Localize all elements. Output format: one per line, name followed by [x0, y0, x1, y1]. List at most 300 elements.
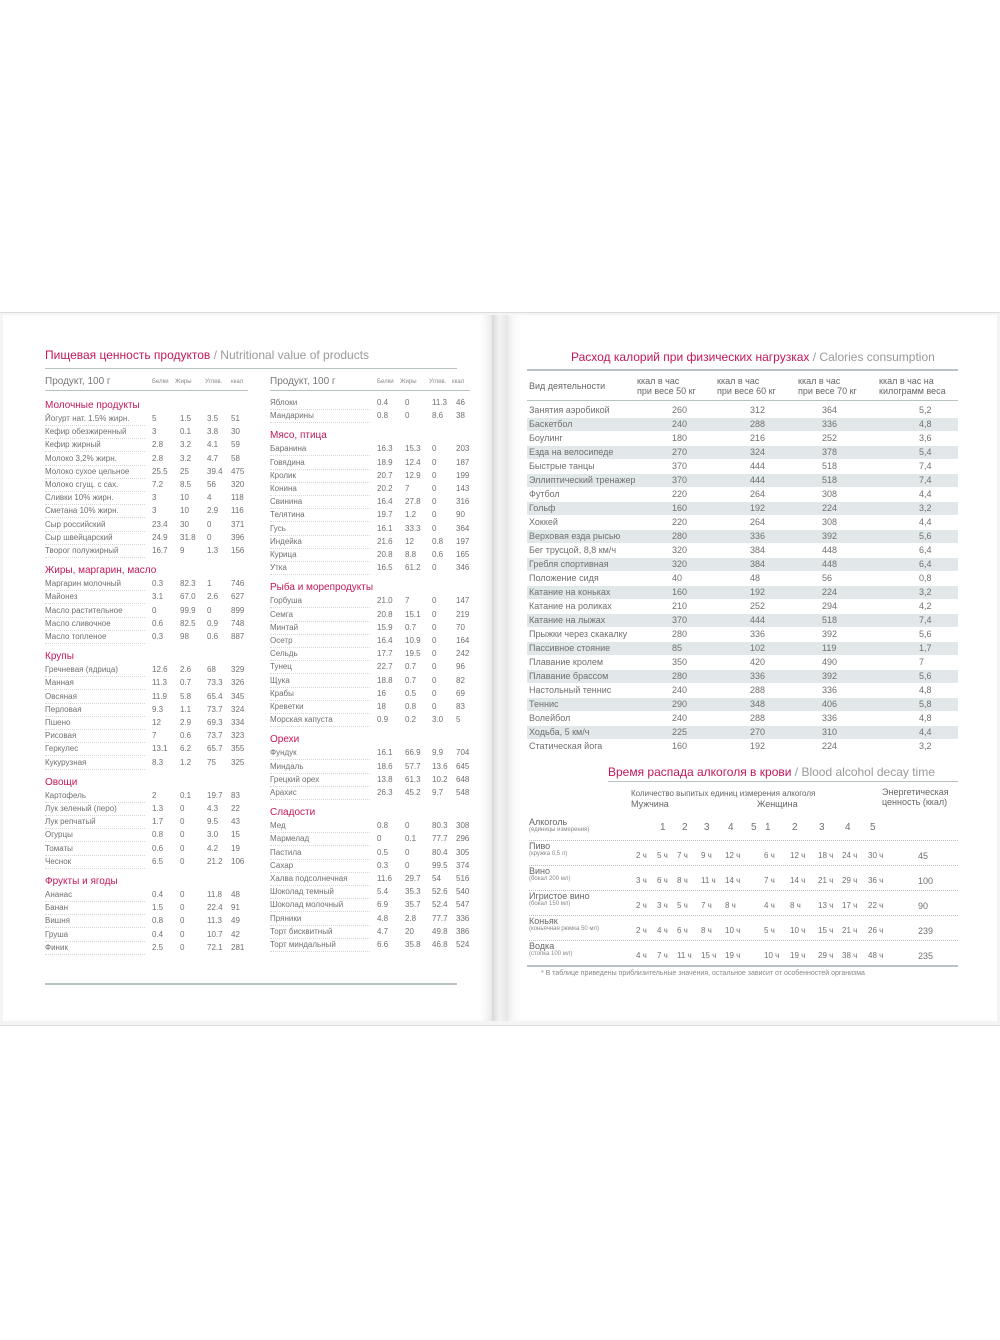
calories-row: [527, 740, 958, 753]
nutrition-protein-value: 4.7: [377, 926, 389, 936]
alcohol-female-unit: 5: [870, 822, 876, 833]
nutrition-carb-value: 4.2: [207, 843, 219, 853]
calories-kcal-per-kg: 7: [919, 657, 925, 667]
calories-kcal-50: 220: [672, 517, 688, 527]
calories-kcal-per-kg: 5,6: [919, 629, 932, 639]
nutrition-kcal-value: 899: [231, 605, 245, 615]
nutrition-product-name: Кефир обезжиренный: [45, 425, 145, 439]
nutrition-product-name: Курица: [270, 548, 370, 562]
alcohol-female-unit: 3: [819, 822, 825, 833]
nutrition-carb-value: 2.6: [207, 592, 219, 602]
nutrition-protein-value: 3: [152, 506, 157, 516]
nutrition-fat-value: 10: [180, 493, 189, 503]
nutrition-protein-value: 2.5: [152, 942, 164, 952]
nutrition-fat-value: 0.7: [405, 662, 417, 672]
alcohol-female-hours: 21 ч: [818, 876, 834, 885]
calories-activity: Теннис: [529, 699, 559, 709]
nutrition-protein-value: 1.7: [152, 817, 164, 827]
nutrition-product-name: Фундук: [270, 746, 370, 760]
nutrition-kcal-value: 627: [231, 592, 245, 602]
calories-kcal-50: 180: [672, 433, 688, 443]
calories-header-70-line1: ккал в час: [798, 376, 841, 386]
calories-row: [527, 628, 958, 641]
nutrition-product-name: Шоколад темный: [270, 885, 370, 899]
nutrition-kcal-value: 324: [231, 704, 245, 714]
calories-kcal-70: 119: [822, 643, 837, 653]
nutrition-carb-value: 9.5: [207, 817, 219, 827]
nutrition-carb-value: 11.8: [207, 890, 222, 899]
nutrition-product-name: Йогурт нат. 1.5% жирн.: [45, 412, 145, 426]
nutrition-carb-value: 0: [432, 563, 437, 573]
nutrition-fat-value: 8.5: [180, 480, 192, 489]
nutrition-kcal-value: 69: [456, 688, 465, 698]
nutrition-fat-value: 0: [405, 860, 410, 870]
calories-kcal-per-kg: 5,2: [919, 405, 932, 415]
alcohol-units-row: [529, 812, 958, 841]
alcohol-male-hours: 10 ч: [725, 926, 741, 935]
nutrition-protein-value: 22.7: [377, 662, 393, 672]
calories-activity: Езда на велосипеде: [529, 447, 614, 457]
alcohol-kcal: 45: [918, 851, 929, 861]
nutrition-protein-value: 16.1: [377, 523, 393, 533]
nutrition-carb-value: 0: [432, 688, 437, 698]
alcohol-male-hours: 2 ч: [636, 901, 647, 910]
nutrition-kcal-value: 516: [456, 874, 470, 883]
calories-kcal-60: 264: [750, 489, 766, 499]
alcohol-kcal: 235: [918, 951, 934, 961]
nutrition-carb-value: 1.3: [207, 546, 219, 555]
calories-kcal-50: 320: [672, 559, 688, 569]
nutrition-title: [45, 348, 369, 362]
calories-kcal-per-kg: 4,4: [919, 489, 932, 499]
calories-row: [527, 572, 958, 585]
nutrition-carb-value: 0: [432, 484, 437, 493]
calories-kcal-50: 280: [672, 531, 688, 541]
nutrition-carb-value: 0.9: [207, 618, 219, 628]
alcohol-title-en: / Blood alcohol decay time: [794, 765, 935, 779]
nutrition-product-name: Горбуша: [270, 594, 370, 608]
alcohol-female-unit: 4: [845, 822, 851, 833]
alcohol-drink: [529, 941, 572, 957]
calories-kcal-per-kg: 4,8: [919, 419, 932, 429]
nutrition-carb-value: 77.7: [432, 834, 448, 844]
alcohol-female-hours: 21 ч: [842, 926, 858, 935]
alcohol-drink: [529, 891, 590, 907]
calories-kcal-50: 240: [672, 685, 688, 695]
calories-row: [527, 656, 958, 669]
nutrition-product-name: Огурцы: [45, 828, 145, 842]
calories-kcal-70: 224: [822, 741, 838, 751]
nutrition-kcal-value: 219: [456, 609, 470, 619]
nutrition-protein-value: 0.8: [152, 830, 164, 840]
calories-row: [527, 600, 958, 613]
alcohol-male-unit: 1: [660, 822, 666, 833]
calories-kcal-per-kg: 4,8: [919, 713, 932, 723]
alcohol-male-hours: 7 ч: [657, 951, 668, 960]
calories-row: [527, 698, 958, 711]
calories-kcal-60: 264: [750, 517, 766, 527]
nutrition-fat-value: 12.9: [405, 470, 421, 480]
nutrition-kcal-value: 59: [231, 440, 240, 450]
calories-kcal-per-kg: 0,8: [919, 573, 932, 583]
calories-kcal-60: 192: [750, 587, 766, 597]
calories-kcal-50: 210: [672, 601, 688, 611]
calories-kcal-50: 270: [672, 447, 688, 457]
calories-activity: Волейбол: [529, 713, 571, 723]
nutrition-kcal-value: 316: [456, 497, 470, 507]
nutrition-protein-value: 2.8: [152, 453, 164, 463]
nutrition-product-name: Рисовая: [45, 729, 145, 743]
nutrition-carb-value: 49.8: [432, 926, 448, 936]
nutrition-fat-value: 0.7: [180, 678, 192, 688]
nutrition-kcal-value: 334: [231, 718, 245, 727]
nutrition-fat-value: 12: [405, 536, 414, 546]
calories-activity: Баскетбол: [529, 419, 573, 429]
nutrition-fat-value: 67.0: [180, 592, 196, 602]
nutrition-kcal-value: 281: [231, 942, 245, 952]
nutrition-carb-value: 69.3: [207, 718, 223, 727]
calories-row: [527, 614, 958, 627]
alcohol-kcal: 239: [918, 926, 934, 936]
nutrition-carb-value: 0: [432, 675, 437, 685]
alcohol-drink-unit: (бокал 150 мл): [529, 901, 571, 907]
nutrition-protein-value: 6.6: [377, 940, 389, 949]
nutrition-carb-value: 8.6: [432, 411, 444, 421]
nutrition-protein-value: 21.0: [377, 596, 393, 606]
alcohol-male-hours: 11 ч: [701, 876, 716, 885]
alcohol-title: [608, 765, 935, 779]
nutrition-kcal-value: 156: [231, 546, 245, 555]
alcohol-kcal: 90: [918, 901, 929, 911]
alcohol-male-hours: 12 ч: [725, 851, 741, 860]
nutrition-section-title: Мясо, птица: [270, 430, 327, 442]
nutrition-carb-value: 39.4: [207, 466, 223, 476]
nutrition-carb-value: 68: [207, 665, 216, 675]
calories-kcal-per-kg: 5,6: [919, 671, 932, 681]
nutrition-header-fat: Жиры: [175, 379, 192, 385]
alcohol-row: [529, 915, 958, 941]
nutrition-product-name: Масло топленое: [45, 630, 145, 644]
alcohol-female-hours: 15 ч: [818, 926, 834, 935]
nutrition-product-name: Томаты: [45, 842, 145, 856]
alcohol-male-hours: 3 ч: [636, 876, 647, 885]
nutrition-protein-value: 25.5: [152, 466, 168, 476]
calories-kcal-per-kg: 6,4: [919, 559, 932, 569]
calories-row: [527, 670, 958, 683]
nutrition-carb-value: 56: [207, 480, 216, 489]
nutrition-fat-value: 0: [180, 817, 185, 827]
nutrition-fat-value: 6.2: [180, 744, 192, 754]
calories-row: [527, 432, 958, 445]
nutrition-protein-value: 16.4: [377, 497, 393, 507]
calories-kcal-70: 252: [822, 433, 838, 443]
nutrition-protein-value: 21.6: [377, 536, 393, 546]
calories-kcal-per-kg: 5,8: [919, 699, 932, 709]
nutrition-carb-value: 46.8: [432, 940, 448, 949]
nutrition-product-name: Креветки: [270, 700, 370, 714]
calories-activity: Футбол: [529, 489, 560, 499]
alcohol-drink-name: Коньяк: [529, 916, 558, 926]
calories-header-70-line2: при весе 70 кг: [798, 386, 857, 396]
nutrition-kcal-value: 336: [456, 913, 470, 923]
nutrition-fat-value: 66.9: [405, 748, 421, 758]
alcohol-units-header: Количество выпитых единиц измерения алкоголя: [631, 789, 816, 798]
alcohol-male-hours: 8 ч: [677, 876, 688, 885]
nutrition-carb-value: 0: [432, 702, 437, 711]
nutrition-carb-value: 0: [432, 662, 437, 672]
alcohol-label-header: [529, 817, 589, 833]
nutrition-fat-value: 1.2: [180, 757, 192, 767]
nutrition-protein-value: 0.4: [152, 929, 164, 939]
calories-kcal-60: 192: [750, 503, 766, 513]
nutrition-product-name: Масло сливочное: [45, 617, 145, 631]
calories-kcal-60: 384: [750, 559, 766, 569]
alcohol-drink-unit: (коньячная рюмка 50 мл): [529, 926, 600, 932]
nutrition-protein-value: 18.8: [377, 675, 393, 685]
nutrition-kcal-value: 51: [231, 414, 240, 423]
calories-kcal-60: 270: [750, 727, 766, 737]
calories-kcal-60: 288: [750, 713, 766, 723]
nutrition-carb-value: 3.5: [207, 414, 219, 423]
calories-kcal-70: 392: [822, 671, 838, 681]
calories-kcal-50: 85: [672, 643, 683, 653]
nutrition-carb-value: 99.5: [432, 860, 448, 870]
alcohol-male-hours: 8 ч: [701, 926, 712, 935]
nutrition-header-rule: [45, 390, 248, 391]
calories-kcal-60: 288: [750, 419, 766, 429]
calories-kcal-per-kg: 5,4: [919, 447, 932, 457]
alcohol-male-hours: 2 ч: [636, 926, 647, 935]
nutrition-kcal-value: 296: [456, 834, 470, 844]
nutrition-product-name: Вишня: [45, 914, 145, 928]
calories-activity: Пассивное стояние: [529, 643, 611, 653]
calories-top-rule: [527, 369, 958, 371]
alcohol-male-hours: 8 ч: [725, 901, 736, 910]
alcohol-female-hours: 30 ч: [868, 851, 884, 860]
calories-header-kg-line2: килограмм веса: [879, 386, 946, 396]
alcohol-row: [529, 865, 958, 891]
nutrition-fat-value: 33.3: [405, 523, 421, 533]
nutrition-product-name: Груша: [45, 928, 145, 942]
alcohol-female-hours: 14 ч: [790, 876, 806, 885]
nutrition-kcal-value: 48: [231, 890, 240, 899]
nutrition-product-name: Халва подсолнечная: [270, 872, 370, 886]
alcohol-drink-name: Вино: [529, 866, 551, 876]
calories-kcal-70: 448: [822, 559, 838, 569]
nutrition-product-name: Молоко сгущ. с сах.: [45, 478, 145, 492]
nutrition-kcal-value: 648: [456, 774, 470, 784]
calories-kcal-50: 260: [672, 405, 688, 415]
nutrition-carb-value: 3.0: [432, 715, 444, 725]
alcohol-title-rule: [608, 781, 958, 782]
calories-kcal-60: 420: [750, 657, 766, 667]
nutrition-kcal-value: 19: [231, 843, 240, 853]
nutrition-protein-value: 0.8: [152, 916, 164, 926]
nutrition-protein-value: 0.8: [377, 821, 389, 831]
nutrition-fat-value: 0: [405, 398, 410, 407]
nutrition-protein-value: 3.1: [152, 592, 164, 602]
nutrition-kcal-value: 49: [231, 916, 240, 926]
nutrition-carb-value: 73.7: [207, 704, 223, 714]
alcohol-female-hours: 6 ч: [764, 851, 775, 860]
nutrition-fat-value: 31.8: [180, 532, 196, 542]
nutrition-kcal-value: 320: [231, 480, 245, 489]
alcohol-female-unit: 2: [792, 822, 798, 833]
nutrition-kcal-value: 645: [456, 761, 470, 771]
nutrition-protein-value: 6.5: [152, 856, 164, 866]
nutrition-carb-value: 3.8: [207, 427, 219, 437]
nutrition-protein-value: 2: [152, 790, 157, 800]
nutrition-fat-value: 0: [180, 942, 185, 952]
calories-kcal-70: 378: [822, 447, 838, 457]
nutrition-product-name: Кролик: [270, 469, 370, 483]
calories-kcal-70: 448: [822, 545, 838, 555]
nutrition-fat-value: 0.5: [405, 688, 417, 698]
nutrition-protein-value: 5.4: [377, 887, 389, 897]
nutrition-protein-value: 16.7: [152, 546, 168, 555]
nutrition-fat-value: 10: [180, 506, 189, 516]
nutrition-product-name: Конина: [270, 482, 370, 496]
nutrition-protein-value: 11.9: [152, 691, 167, 701]
nutrition-fat-value: 0: [180, 903, 185, 913]
nutrition-kcal-value: 374: [456, 860, 470, 870]
nutrition-carb-value: 4.7: [207, 453, 219, 463]
nutrition-product-name: Торт миндальный: [270, 938, 370, 952]
nutrition-kcal-value: 164: [456, 636, 470, 645]
calories-kcal-70: 224: [822, 503, 838, 513]
calories-activity: Катание на коньках: [529, 587, 611, 597]
nutrition-product-name: Сыр швейцарский: [45, 531, 145, 545]
alcohol-energy-header-2: ценность (ккал): [882, 797, 948, 807]
nutrition-product-name: Маргарин молочный: [45, 577, 145, 591]
nutrition-fat-value: 7: [405, 484, 410, 493]
nutrition-kcal-value: 70: [456, 622, 465, 632]
calories-kcal-50: 240: [672, 419, 688, 429]
nutrition-protein-value: 20.8: [377, 609, 393, 619]
calories-kcal-per-kg: 3,6: [919, 433, 932, 443]
alcohol-title-ru: Время распада алкоголя в крови: [608, 765, 792, 779]
calories-row: [527, 404, 958, 417]
nutrition-fat-value: 0: [180, 890, 185, 899]
nutrition-fat-value: 29.7: [405, 874, 421, 883]
nutrition-kcal-value: 30: [231, 427, 240, 437]
nutrition-fat-value: 0.7: [405, 675, 417, 685]
calories-header-60-line1: ккал в час: [717, 376, 760, 386]
calories-kcal-50: 280: [672, 629, 688, 639]
nutrition-protein-value: 0.6: [152, 843, 164, 853]
alcohol-female-hours: 13 ч: [818, 901, 834, 910]
nutrition-kcal-value: 90: [456, 510, 465, 520]
nutrition-bottom-rule: [45, 983, 457, 985]
calories-header-kg-line1: ккал в час на: [879, 376, 934, 386]
nutrition-carb-value: 0: [207, 519, 212, 529]
nutrition-carb-value: 52.6: [432, 887, 448, 897]
calories-row: [527, 684, 958, 697]
calories-header-60-line2: при весе 60 кг: [717, 386, 776, 396]
nutrition-carb-value: 0.8: [432, 536, 444, 546]
nutrition-carb-value: 0: [432, 510, 437, 520]
nutrition-fat-value: 0: [180, 916, 185, 926]
nutrition-kcal-value: 96: [456, 662, 465, 672]
nutrition-header-rule: [270, 390, 470, 391]
alcohol-female-hours: 26 ч: [868, 926, 884, 935]
nutrition-product-name: Говядина: [270, 456, 370, 470]
nutrition-product-name: Творог полужирный: [45, 544, 145, 558]
nutrition-protein-value: 0.8: [377, 411, 389, 421]
nutrition-fat-value: 0: [180, 843, 185, 853]
nutrition-product-name: Майонез: [45, 590, 145, 604]
calories-row: [527, 726, 958, 739]
nutrition-kcal-value: 547: [456, 900, 470, 910]
nutrition-product-name: Овсяная: [45, 690, 145, 704]
nutrition-carb-value: 0: [432, 497, 437, 507]
nutrition-fat-value: 5.8: [180, 691, 192, 701]
nutrition-kcal-value: 38: [456, 411, 465, 421]
calories-kcal-70: 392: [822, 531, 838, 541]
nutrition-protein-value: 5: [152, 414, 157, 423]
nutrition-kcal-value: 326: [231, 678, 245, 688]
nutrition-kcal-value: 83: [231, 790, 240, 800]
alcohol-male-hours: 4 ч: [657, 926, 668, 935]
calories-activity: Гребля спортивная: [529, 559, 609, 569]
nutrition-header-kcal: ккал: [231, 379, 244, 385]
calories-row: [527, 474, 958, 487]
calories-row: [527, 544, 958, 557]
nutrition-product-name: Телятина: [270, 508, 370, 522]
nutrition-protein-value: 20.7: [377, 470, 393, 480]
nutrition-section-title: Овощи: [45, 776, 78, 788]
alcohol-male-unit: 2: [682, 822, 688, 833]
calories-kcal-60: 216: [750, 433, 766, 443]
alcohol-male-hours: 5 ч: [677, 901, 688, 910]
alcohol-male-unit: 3: [704, 822, 710, 833]
nutrition-protein-value: 0.3: [377, 860, 389, 870]
alcohol-drink: [529, 866, 570, 882]
alcohol-label-header-sub: (единицы измерения): [529, 827, 590, 833]
alcohol-male-unit: 4: [728, 822, 734, 833]
calories-kcal-60: 444: [750, 461, 766, 471]
nutrition-fat-value: 30: [180, 519, 189, 529]
nutrition-kcal-value: 746: [231, 579, 245, 589]
nutrition-kcal-value: 346: [456, 563, 470, 573]
calories-kcal-per-kg: 4,8: [919, 685, 932, 695]
nutrition-product-name: Лук зеленый (перо): [45, 802, 145, 816]
nutrition-fat-value: 2.8: [405, 913, 417, 923]
calories-kcal-60: 336: [750, 629, 766, 639]
nutrition-fat-value: 0: [405, 847, 410, 857]
nutrition-product-name: Щука: [270, 674, 370, 688]
calories-activity: Верховая езда рысью: [529, 531, 621, 541]
calories-kcal-60: 336: [750, 671, 766, 681]
calories-activity: Плавание кролем: [529, 657, 604, 667]
calories-activity: Эллиптический тренажер: [529, 475, 636, 485]
alcohol-drink: [529, 841, 567, 857]
calories-kcal-per-kg: 7,4: [919, 615, 932, 625]
nutrition-protein-value: 16.3: [377, 444, 393, 454]
nutrition-fat-value: 61.2: [405, 563, 421, 573]
nutrition-kcal-value: 46: [456, 398, 465, 407]
nutrition-protein-value: 20.2: [377, 484, 393, 493]
nutrition-title-ru: Пищевая ценность продуктов: [45, 348, 211, 362]
alcohol-male-label: Мужчина: [631, 799, 669, 809]
alcohol-male-hours: 4 ч: [636, 951, 647, 960]
alcohol-drink-name: Водка: [529, 941, 555, 951]
nutrition-protein-value: 17.7: [377, 649, 393, 659]
nutrition-product-name: Мед: [270, 819, 370, 833]
nutrition-product-name: Крабы: [270, 687, 370, 701]
calories-kcal-70: 406: [822, 699, 838, 709]
calories-kcal-50: 290: [672, 699, 688, 709]
